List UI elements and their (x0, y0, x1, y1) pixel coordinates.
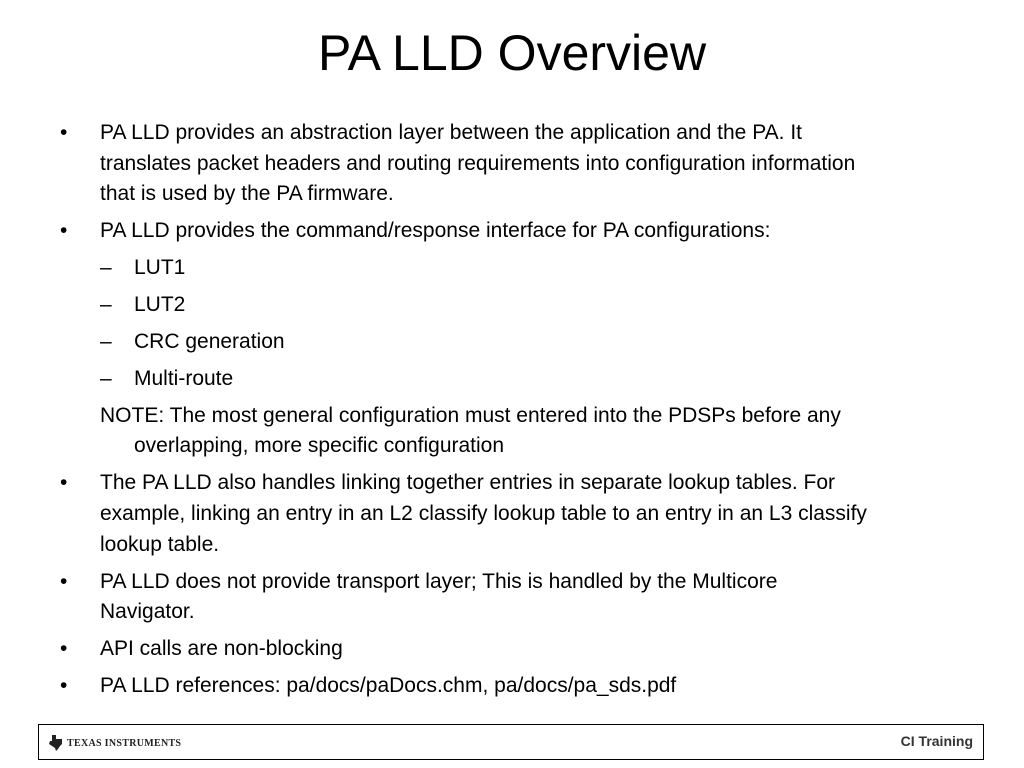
note-line-1: NOTE: The most general configuration must entered into the PDSPs before any (100, 404, 841, 427)
texas-instruments-wordmark: TEXAS INSTRUMENTS (67, 737, 182, 749)
bullet-marker: • (60, 570, 68, 593)
sub-bullet-marker: – (100, 256, 112, 279)
sub-bullet-multi-route: Multi-route (134, 367, 234, 390)
bullet-2-line-1: PA LLD provides the command/response interface for PA configurations: (100, 219, 771, 242)
bullet-3-line-3: lookup table. (100, 533, 220, 556)
note-line-2: overlapping, more specific configuration (134, 434, 505, 457)
slide-footer (38, 724, 984, 760)
sub-bullet-lut1: LUT1 (134, 256, 186, 279)
bullet-marker: • (60, 219, 68, 242)
bullet-5-line-1: API calls are non-blocking (100, 637, 343, 660)
bullet-4-line-1: PA LLD does not provide transport layer; This is handled by the Multicore (100, 570, 778, 593)
bullet-marker: • (60, 637, 68, 660)
sub-bullet-marker: – (100, 293, 112, 316)
sub-bullet-lut2: LUT2 (134, 293, 186, 316)
bullet-6-line-1: PA LLD references: pa/docs/paDocs.chm, pa/docs/pa_sds.pdf (100, 674, 677, 697)
bullet-3-line-2: example, linking an entry in an L2 classify lookup table to an entry in an L3 classify (100, 502, 867, 525)
slide-title: PA LLD Overview (317, 25, 707, 81)
bullet-1-line-1: PA LLD provides an abstraction layer between the application and the PA. It (100, 121, 802, 144)
bullet-1-line-3: that is used by the PA firmware. (100, 182, 394, 205)
texas-state-logo-icon (49, 735, 63, 751)
bullet-3-line-1: The PA LLD also handles linking together entries in separate lookup tables. For (100, 471, 836, 494)
ci-training-label: CI Training (900, 733, 973, 749)
bullet-4-line-2: Navigator. (100, 600, 195, 623)
bullet-1-line-2: translates packet headers and routing requirements into configuration information (100, 152, 856, 175)
sub-bullet-marker: – (100, 330, 112, 353)
bullet-marker: • (60, 121, 68, 144)
bullet-marker: • (60, 674, 68, 697)
sub-bullet-crc-generation: CRC generation (134, 330, 285, 353)
sub-bullet-marker: – (100, 367, 112, 390)
texas-instruments-logo (49, 734, 181, 752)
bullet-marker: • (60, 471, 68, 494)
